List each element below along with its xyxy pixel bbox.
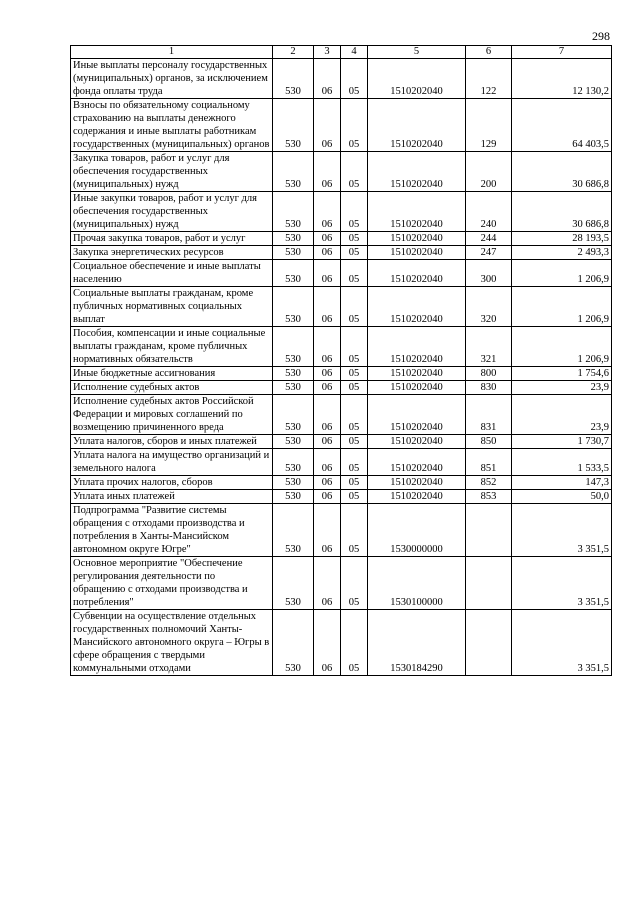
- row-code-5-cell: 1510202040: [368, 449, 466, 476]
- table-row: [71, 246, 612, 260]
- table-row: [71, 449, 612, 476]
- row-code-3-cell: 06: [314, 395, 341, 435]
- row-code-5-cell: 1510202040: [368, 192, 466, 232]
- row-code-2-cell: 530: [273, 449, 314, 476]
- row-code-2-cell: 530: [273, 192, 314, 232]
- row-amount-cell: 147,3: [512, 476, 612, 490]
- row-name-cell: Пособия, компенсации и иные социальные выплаты гражданам, кроме публичных нормативных обязательств: [71, 327, 273, 367]
- row-name-cell: Закупка товаров, работ и услуг для обеспечения государственных (муниципальных) нужд: [71, 152, 273, 192]
- budget-table: [70, 45, 612, 676]
- row-amount-cell: 1 206,9: [512, 260, 612, 287]
- row-code-6-cell: 247: [466, 246, 512, 260]
- row-code-3-cell: 06: [314, 435, 341, 449]
- header-col-1: 1: [71, 46, 273, 59]
- row-name-cell: Закупка энергетических ресурсов: [71, 246, 273, 260]
- row-code-3-cell: 06: [314, 367, 341, 381]
- row-code-4-cell: 05: [341, 192, 368, 232]
- table-row: [71, 435, 612, 449]
- header-col-5: 5: [368, 46, 466, 59]
- row-code-4-cell: 05: [341, 246, 368, 260]
- row-amount-cell: 28 193,5: [512, 232, 612, 246]
- row-code-5-cell: 1530184290: [368, 610, 466, 676]
- page-number: 298: [592, 29, 610, 43]
- row-code-4-cell: 05: [341, 504, 368, 557]
- row-name-cell: Иные закупки товаров, работ и услуг для обеспечения государственных (муниципальных) нужд: [71, 192, 273, 232]
- row-name-cell: Уплата прочих налогов, сборов: [71, 476, 273, 490]
- row-amount-cell: 64 403,5: [512, 99, 612, 152]
- table-row: [71, 327, 612, 367]
- table-row: [71, 504, 612, 557]
- row-name-cell: Социальное обеспечение и иные выплаты населению: [71, 260, 273, 287]
- row-code-5-cell: 1510202040: [368, 287, 466, 327]
- row-code-4-cell: 05: [341, 152, 368, 192]
- header-col-6: 6: [466, 46, 512, 59]
- table-row: [71, 381, 612, 395]
- row-name-cell: Исполнение судебных актов: [71, 381, 273, 395]
- row-code-6-cell: 800: [466, 367, 512, 381]
- row-code-3-cell: 06: [314, 476, 341, 490]
- row-code-6-cell: 850: [466, 435, 512, 449]
- row-code-5-cell: 1510202040: [368, 395, 466, 435]
- row-amount-cell: 1 754,6: [512, 367, 612, 381]
- table-row: [71, 476, 612, 490]
- row-name-cell: Субвенции на осуществление отдельных государственных полномочий Ханты-Мансийского автономного округа – Югры в сфере обращения с твердыми коммунальными отходами: [71, 610, 273, 676]
- row-code-5-cell: 1510202040: [368, 381, 466, 395]
- row-name-cell: Подпрограмма "Развитие системы обращения с отходами производства и потребления в Ханты-Мансийском автономном округе Югре": [71, 504, 273, 557]
- row-code-5-cell: 1510202040: [368, 435, 466, 449]
- row-name-cell: Прочая закупка товаров, работ и услуг: [71, 232, 273, 246]
- row-name-cell: Иные бюджетные ассигнования: [71, 367, 273, 381]
- row-code-5-cell: 1510202040: [368, 232, 466, 246]
- row-code-3-cell: 06: [314, 504, 341, 557]
- row-code-5-cell: 1530100000: [368, 557, 466, 610]
- row-code-4-cell: 05: [341, 367, 368, 381]
- row-code-2-cell: 530: [273, 476, 314, 490]
- row-code-2-cell: 530: [273, 381, 314, 395]
- row-name-cell: Уплата налога на имущество организаций и земельного налога: [71, 449, 273, 476]
- row-code-2-cell: 530: [273, 99, 314, 152]
- row-code-6-cell: 321: [466, 327, 512, 367]
- row-amount-cell: 3 351,5: [512, 504, 612, 557]
- row-code-5-cell: 1510202040: [368, 260, 466, 287]
- row-code-4-cell: 05: [341, 59, 368, 99]
- row-amount-cell: 1 730,7: [512, 435, 612, 449]
- row-amount-cell: 23,9: [512, 381, 612, 395]
- table-row: [71, 59, 612, 99]
- table-row: [71, 557, 612, 610]
- row-code-6-cell: 320: [466, 287, 512, 327]
- row-code-2-cell: 530: [273, 367, 314, 381]
- row-code-4-cell: 05: [341, 287, 368, 327]
- row-code-4-cell: 05: [341, 99, 368, 152]
- row-code-2-cell: 530: [273, 490, 314, 504]
- header-col-3: 3: [314, 46, 341, 59]
- row-code-5-cell: 1510202040: [368, 476, 466, 490]
- header-col-4: 4: [341, 46, 368, 59]
- row-code-3-cell: 06: [314, 192, 341, 232]
- row-code-5-cell: 1510202040: [368, 99, 466, 152]
- row-code-5-cell: 1510202040: [368, 246, 466, 260]
- row-code-4-cell: 05: [341, 381, 368, 395]
- row-name-cell: Уплата налогов, сборов и иных платежей: [71, 435, 273, 449]
- row-code-3-cell: 06: [314, 557, 341, 610]
- row-code-3-cell: 06: [314, 246, 341, 260]
- row-code-4-cell: 05: [341, 557, 368, 610]
- row-code-6-cell: 200: [466, 152, 512, 192]
- row-code-2-cell: 530: [273, 232, 314, 246]
- table-row: [71, 152, 612, 192]
- row-code-6-cell: 851: [466, 449, 512, 476]
- row-code-3-cell: 06: [314, 99, 341, 152]
- row-code-6-cell: 852: [466, 476, 512, 490]
- row-name-cell: Социальные выплаты гражданам, кроме публичных нормативных социальных выплат: [71, 287, 273, 327]
- table-row: [71, 232, 612, 246]
- row-code-4-cell: 05: [341, 449, 368, 476]
- row-code-4-cell: 05: [341, 435, 368, 449]
- row-amount-cell: 12 130,2: [512, 59, 612, 99]
- row-code-3-cell: 06: [314, 59, 341, 99]
- row-code-2-cell: 530: [273, 287, 314, 327]
- row-name-cell: Взносы по обязательному социальному страхованию на выплаты денежного содержания и иные выплаты работникам государственных (муниципальных) органов: [71, 99, 273, 152]
- row-code-6-cell: [466, 557, 512, 610]
- table-row: [71, 99, 612, 152]
- table-row: [71, 490, 612, 504]
- row-code-3-cell: 06: [314, 232, 341, 246]
- row-code-2-cell: 530: [273, 260, 314, 287]
- table-row: [71, 367, 612, 381]
- row-code-4-cell: 05: [341, 610, 368, 676]
- header-row: [71, 46, 612, 59]
- row-amount-cell: 3 351,5: [512, 610, 612, 676]
- row-code-6-cell: 300: [466, 260, 512, 287]
- row-code-2-cell: 530: [273, 435, 314, 449]
- row-code-5-cell: 1510202040: [368, 490, 466, 504]
- table-row: [71, 192, 612, 232]
- row-amount-cell: 30 686,8: [512, 152, 612, 192]
- row-code-3-cell: 06: [314, 381, 341, 395]
- row-code-3-cell: 06: [314, 287, 341, 327]
- table-row: [71, 260, 612, 287]
- row-code-2-cell: 530: [273, 246, 314, 260]
- row-amount-cell: 50,0: [512, 490, 612, 504]
- row-code-2-cell: 530: [273, 557, 314, 610]
- row-code-3-cell: 06: [314, 610, 341, 676]
- row-amount-cell: 1 206,9: [512, 287, 612, 327]
- row-code-4-cell: 05: [341, 490, 368, 504]
- header-col-2: 2: [273, 46, 314, 59]
- row-name-cell: Основное мероприятие "Обеспечение регулирования деятельности по обращению с отходами производства и потребления": [71, 557, 273, 610]
- table-row: [71, 610, 612, 676]
- row-code-6-cell: [466, 504, 512, 557]
- header-col-7: 7: [512, 46, 612, 59]
- row-amount-cell: 1 206,9: [512, 327, 612, 367]
- row-code-4-cell: 05: [341, 476, 368, 490]
- row-code-5-cell: 1510202040: [368, 367, 466, 381]
- row-code-3-cell: 06: [314, 327, 341, 367]
- row-code-5-cell: 1530000000: [368, 504, 466, 557]
- row-code-5-cell: 1510202040: [368, 152, 466, 192]
- row-code-6-cell: 240: [466, 192, 512, 232]
- row-code-2-cell: 530: [273, 395, 314, 435]
- row-code-4-cell: 05: [341, 395, 368, 435]
- row-code-3-cell: 06: [314, 490, 341, 504]
- row-code-2-cell: 530: [273, 610, 314, 676]
- row-code-6-cell: 830: [466, 381, 512, 395]
- row-amount-cell: 30 686,8: [512, 192, 612, 232]
- row-code-6-cell: 853: [466, 490, 512, 504]
- row-amount-cell: 23,9: [512, 395, 612, 435]
- row-code-4-cell: 05: [341, 327, 368, 367]
- row-name-cell: Исполнение судебных актов Российской Федерации и мировых соглашений по возмещению причиненного вреда: [71, 395, 273, 435]
- table-row: [71, 287, 612, 327]
- row-code-5-cell: 1510202040: [368, 59, 466, 99]
- row-code-6-cell: [466, 610, 512, 676]
- row-code-3-cell: 06: [314, 260, 341, 287]
- row-amount-cell: 1 533,5: [512, 449, 612, 476]
- row-code-6-cell: 129: [466, 99, 512, 152]
- row-code-6-cell: 122: [466, 59, 512, 99]
- row-name-cell: Иные выплаты персоналу государственных (муниципальных) органов, за исключением фонда оплаты труда: [71, 59, 273, 99]
- row-code-6-cell: 831: [466, 395, 512, 435]
- row-amount-cell: 2 493,3: [512, 246, 612, 260]
- row-code-2-cell: 530: [273, 327, 314, 367]
- row-code-4-cell: 05: [341, 260, 368, 287]
- row-code-2-cell: 530: [273, 152, 314, 192]
- row-code-3-cell: 06: [314, 449, 341, 476]
- row-amount-cell: 3 351,5: [512, 557, 612, 610]
- row-code-2-cell: 530: [273, 59, 314, 99]
- row-code-2-cell: 530: [273, 504, 314, 557]
- row-code-4-cell: 05: [341, 232, 368, 246]
- row-code-3-cell: 06: [314, 152, 341, 192]
- table-row: [71, 395, 612, 435]
- row-name-cell: Уплата иных платежей: [71, 490, 273, 504]
- row-code-5-cell: 1510202040: [368, 327, 466, 367]
- row-code-6-cell: 244: [466, 232, 512, 246]
